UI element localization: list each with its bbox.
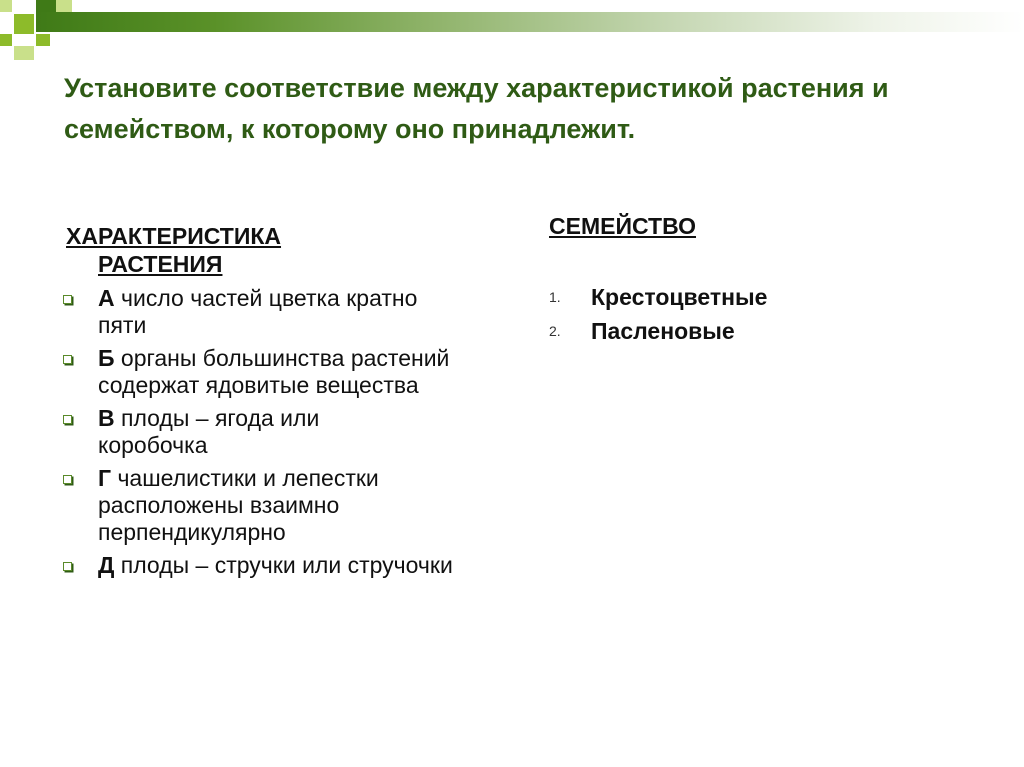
item-text: плоды – ягода или коробочка — [98, 405, 320, 458]
characteristics-heading-line2: РАСТЕНИЯ — [98, 251, 223, 277]
family-name: Пасленовые — [591, 318, 735, 344]
decor-square — [0, 34, 12, 46]
family-heading: СЕМЕЙСТВО — [549, 213, 696, 239]
item-letter: А — [98, 285, 115, 311]
characteristics-list — [60, 285, 510, 585]
item-letter: В — [98, 405, 115, 431]
checkbox-bullet-icon — [63, 355, 72, 364]
list-item — [60, 285, 438, 339]
list-item — [60, 405, 428, 459]
characteristics-heading — [66, 222, 356, 278]
checkbox-bullet-icon — [63, 295, 72, 304]
item-letter: Д — [98, 552, 115, 578]
decor-square — [36, 0, 56, 12]
item-text: плоды – стручки или стручочки — [120, 552, 453, 578]
family-list — [549, 282, 767, 350]
list-item — [60, 465, 498, 546]
list-item — [60, 345, 528, 399]
item-text: число частей цветка кратно пяти — [98, 285, 418, 338]
decor-square — [14, 46, 34, 60]
list-item — [60, 552, 458, 579]
item-text: чашелистики и лепестки расположены взаимно перпендикулярно — [98, 465, 379, 545]
decor-square — [0, 0, 12, 12]
list-item — [549, 316, 767, 350]
characteristics-heading-line1: ХАРАКТЕРИСТИКА — [66, 223, 282, 249]
decor-square — [36, 34, 50, 46]
header-gradient-band — [36, 12, 1024, 32]
slide-title: Установите соответствие между характеристикой растения и семейством, к которому оно принадлежит. — [64, 73, 889, 144]
item-text: органы большинства растений содержат ядовитые вещества — [98, 345, 450, 398]
list-item — [549, 282, 767, 316]
item-number: 1. — [549, 289, 561, 305]
checkbox-bullet-icon — [63, 562, 72, 571]
item-number: 2. — [549, 323, 561, 339]
checkbox-bullet-icon — [63, 475, 72, 484]
item-letter: Б — [98, 345, 115, 371]
item-letter: Г — [98, 465, 112, 491]
decor-square — [56, 0, 72, 12]
decor-square — [14, 14, 34, 34]
checkbox-bullet-icon — [63, 415, 72, 424]
family-name: Крестоцветные — [591, 284, 768, 310]
